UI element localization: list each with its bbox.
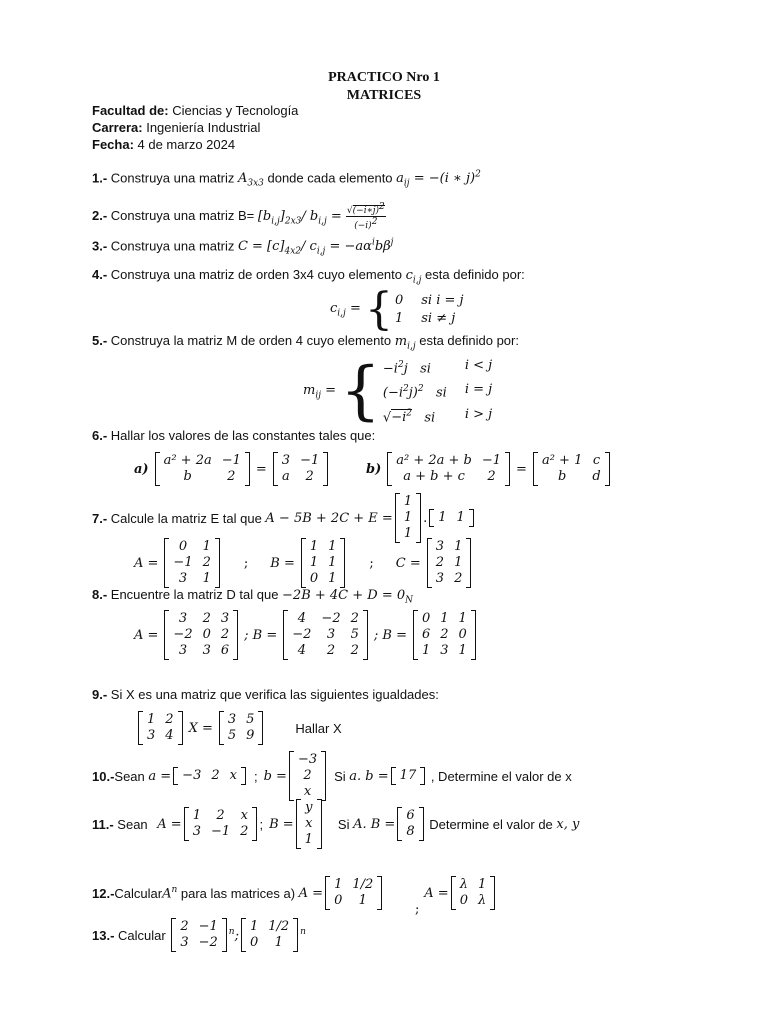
matrix-cell: d — [592, 469, 601, 484]
matrix-cell: 1 — [274, 935, 283, 950]
matrix-cell: λ — [478, 893, 487, 908]
matrix-cell: 0 — [334, 893, 343, 908]
matrix-cell: 3 — [180, 935, 189, 950]
bracket-right — [420, 767, 425, 785]
date-line — [92, 137, 235, 152]
problem-13-number: 13.- — [92, 927, 115, 943]
matrix-cell: 1 — [454, 555, 463, 570]
problem-4: 4.- Construya una matriz de orden 3x4 cuyo elemento $c_{i,j}$ esta definido por: — [92, 267, 525, 286]
problem-12-number: 12.- — [92, 885, 115, 901]
matrix-cell: 0 — [202, 627, 211, 642]
matrix-cell: 0 — [459, 893, 468, 908]
matrix-cell: 0 — [309, 571, 319, 586]
bracket-right — [340, 538, 345, 588]
matrix-cells — [189, 807, 253, 841]
problem-9-hallar: Hallar X — [295, 720, 342, 736]
matrix-cell: 1/2 — [352, 877, 374, 892]
problem-4-text2: esta definido por: — [421, 267, 525, 282]
matrix-cell: b — [183, 469, 192, 484]
matrix-cells — [301, 799, 317, 849]
matrix-cell: 2 — [303, 768, 312, 783]
matrix-8-B1 — [283, 610, 368, 660]
problem-4-text: Construya una matriz de orden 3x4 cuyo elemento — [107, 267, 406, 282]
problem-1-formula: $A_{3x3}$ — [237, 171, 264, 189]
matrix-cell: 1 — [202, 571, 211, 586]
matrix-cells — [143, 711, 178, 745]
problem-8: 8.- Encuentre la matriz D tal que $-2B + 4C + D = 0_N$ — [92, 587, 414, 606]
matrix-cell: x — [240, 808, 248, 823]
bracket-right — [321, 751, 326, 801]
problem-8-text: Encuentre la matriz D tal que — [107, 587, 283, 602]
matrix-cell: 2 — [440, 627, 449, 642]
problem-4-number: 4.- — [92, 267, 108, 282]
matrix-cell: 3 — [227, 712, 237, 727]
matrix-cells — [456, 876, 491, 910]
matrix-cell: y — [305, 800, 313, 815]
matrix-10-a — [173, 767, 246, 785]
matrix-cell: 0 — [421, 611, 431, 626]
problem-11-tail: Determine el valor de — [425, 816, 557, 832]
matrix-cells — [169, 538, 214, 588]
matrix-cells — [402, 807, 418, 841]
matrix-cell: 3 — [202, 643, 211, 658]
problem-10-tail: , Determine el valor de x — [427, 768, 572, 784]
matrix-cell: 3 — [147, 728, 156, 743]
matrix-cell: 4 — [165, 728, 174, 743]
problem-3 — [92, 238, 393, 257]
faculty-value: Ciencias y Tecnología — [168, 103, 299, 118]
bracket-right — [222, 918, 227, 952]
matrix-12-a — [325, 876, 382, 910]
matrix-cell: 8 — [406, 824, 415, 839]
bracket-right — [416, 493, 421, 543]
matrix-cells — [169, 610, 233, 660]
matrix-cell: a² + 2a — [163, 453, 212, 468]
matrix-cell: 5 — [246, 712, 255, 727]
matrix-cell: 3 — [440, 643, 449, 658]
matrix-13-b — [241, 918, 298, 952]
problem-5-piecewise: $m_{ij}$ = { $-i^2j$ si i < j $(-i^2j)^2$ si i = j $√-i^2$ si i > j — [303, 354, 493, 429]
bracket-right — [178, 711, 183, 745]
matrix-7-B — [301, 538, 346, 588]
problem-6-part-a: a) a² + 2a −1 b 2 = 3 −1 a 2 — [134, 452, 330, 486]
matrix-cell: 2 — [202, 611, 211, 626]
matrix-cell: 1 — [309, 555, 319, 570]
matrix-cell: −1 — [481, 453, 502, 468]
problem-6-number: 6.- — [92, 428, 108, 443]
matrix-cell: 3 — [220, 611, 230, 626]
matrix-cell: 3 — [435, 539, 445, 554]
problem-11: 11.- Sean A = 1 2 x 3 −1 2 ; B = y x 1 Si A. B = 6 8 Determine el valor de x, y — [92, 800, 580, 847]
matrix-cells — [246, 918, 293, 952]
matrix-cell: 3 — [178, 611, 188, 626]
matrix-cell: 2 — [211, 768, 220, 783]
problem-10: 10.- Sean a = −3 2 x ; b = −3 2 x Si a. b = 17 , Determine el valor de x — [92, 752, 572, 799]
problem-7-text: Calcule la matriz E tal que — [107, 510, 266, 526]
career-line — [92, 120, 260, 135]
matrix-cell: −1 — [198, 919, 218, 934]
problem-6-text: Hallar los valores de las constantes tales que: — [107, 428, 376, 443]
matrix-cell: 2 — [240, 824, 249, 839]
matrix-cells — [396, 767, 421, 785]
matrix-12-b — [451, 876, 496, 910]
bracket-right — [466, 538, 471, 588]
matrix-cell: −2 — [198, 935, 218, 950]
matrix-cell: 2 — [220, 627, 230, 642]
matrix-cell: λ — [459, 877, 468, 892]
doc-title: PRACTICO Nro 1 — [328, 70, 440, 85]
matrix-cell: −1 — [221, 453, 241, 468]
matrix-cell: 1 — [309, 539, 319, 554]
matrix-cell: 1 — [328, 571, 337, 586]
matrix-cell: 3 — [281, 453, 291, 468]
matrix-cells — [392, 452, 505, 486]
matrix-cells — [288, 610, 363, 660]
bracket-right — [471, 610, 476, 660]
matrix-cell: x — [303, 784, 312, 799]
problem-10-text: Sean — [114, 768, 149, 784]
problem-4-piecewise: $c_{i,j}$ = { 0 si i = j 1 si ≠ j — [330, 284, 464, 335]
matrix-cell: 2 — [180, 919, 189, 934]
matrix-9-left — [138, 711, 183, 745]
problem-5-number: 5.- — [92, 333, 108, 348]
matrix-13-a — [171, 918, 226, 952]
matrix-cells — [178, 767, 241, 785]
problem-11-text: Sean — [113, 816, 152, 832]
matrix-11-A — [184, 807, 258, 841]
matrix-cell: 1 — [334, 877, 343, 892]
matrix-cell: 2 — [165, 712, 174, 727]
matrix-cell: 1 — [477, 877, 487, 892]
matrix-cell: 9 — [246, 728, 255, 743]
matrix-cell: −3 — [297, 752, 318, 767]
problem-9 — [92, 687, 439, 702]
matrix-cell: 3 — [178, 571, 188, 586]
bracket-right — [605, 452, 610, 486]
problem-12-text: Calcular — [114, 885, 163, 901]
matrix-cell: −2 — [321, 611, 341, 626]
problem-7-matrices: A = 0 1 −1 2 3 1 ; B = 1 1 1 1 0 1 ; C = 3 1 2 1 3 2 — [134, 538, 473, 588]
problem-2-text: Construya una matriz B= — [107, 208, 258, 223]
problem-2 — [92, 202, 386, 231]
matrix-cells — [432, 538, 467, 588]
matrix-cell: a² + 1 — [541, 453, 583, 468]
matrix-cell: 1 — [456, 510, 465, 525]
bracket-right — [215, 538, 220, 588]
problem-5-text: Construya la matriz M de orden 4 cuyo elemento — [107, 333, 395, 348]
matrix-cell: 4 — [297, 611, 306, 626]
matrix-cells — [224, 711, 259, 745]
problem-13: 13.- Calcular 2 −1 3 −2 $^n$; 1 1/2 0 1 $^n$ — [92, 919, 306, 950]
date-label: Fecha: — [92, 137, 134, 152]
matrix-cell: 17 — [399, 768, 417, 783]
problem-11-number: 11.- — [92, 816, 114, 832]
matrix-cell: 2 — [350, 643, 359, 658]
matrix-cell: 1 — [458, 643, 467, 658]
matrix-cell: 1 — [421, 643, 431, 658]
problem-11-si: Si — [337, 816, 354, 832]
matrix-cell: 1 — [328, 539, 337, 554]
matrix-cell: 2 — [202, 555, 211, 570]
matrix-cells — [418, 610, 471, 660]
matrix-cells — [330, 876, 377, 910]
bracket-right — [323, 452, 328, 486]
matrix-6a-left — [155, 452, 250, 486]
matrix-cell: 2 — [305, 469, 314, 484]
matrix-cell: −2 — [173, 627, 193, 642]
matrix-cell: −1 — [173, 555, 193, 570]
matrix-cell: 1 — [192, 808, 201, 823]
matrix-cell: 1/2 — [268, 919, 290, 934]
matrix-cell: x — [229, 768, 237, 783]
problem-1-number: 1.- — [92, 170, 108, 186]
problem-3-number: 3.- — [92, 238, 108, 254]
bracket-right — [233, 610, 238, 660]
matrix-cell: 5 — [227, 728, 237, 743]
bracket-right — [363, 610, 368, 660]
problem-8-number: 8.- — [92, 587, 108, 602]
matrix-6b-right — [533, 452, 610, 486]
matrix-cell: 1 — [438, 510, 447, 525]
problem-9-text: Si X es una matriz que verifica las siguientes igualdades: — [107, 687, 439, 702]
matrix-cell: 2 — [454, 571, 463, 586]
bracket-right — [317, 799, 322, 849]
matrix-cell: a — [282, 469, 290, 484]
matrix-cell: 0 — [249, 935, 259, 950]
matrix-cell: 3 — [326, 627, 336, 642]
problem-12-tail: para las matrices a) — [177, 885, 299, 901]
matrix-cell: 6 — [421, 627, 431, 642]
matrix-cell: a² + 2a + b — [396, 453, 472, 468]
problem-6 — [92, 428, 375, 443]
matrix-cell: 2 — [350, 611, 359, 626]
problem-6-part-b: b) a² + 2a + b −1 a + b + c 2 = a² + 1 c b d — [366, 452, 612, 486]
matrix-cell: 2 — [227, 469, 236, 484]
bracket-right — [469, 509, 474, 527]
problem-13-text: Calcular — [114, 927, 170, 943]
problem-12-semicolon: ; — [415, 902, 420, 917]
matrix-cells — [434, 509, 469, 527]
matrix-cells — [160, 452, 245, 486]
matrix-cell: 2 — [487, 469, 496, 484]
career-label: Carrera: — [92, 120, 143, 135]
bracket-right — [245, 452, 250, 486]
problem-8-matrices: A = 3 2 3 −2 0 2 3 3 6 ; B = 4 −2 2 −2 3 5 4 2 2 ; B = 0 1 1 6 2 0 1 3 1 — [134, 610, 478, 660]
matrix-cell: b — [557, 469, 567, 484]
matrix-cell: 2 — [326, 643, 336, 658]
matrix-6a-right — [273, 452, 328, 486]
problem-1-rule: $a_{ij} = -(i$ ∗ j)$^2$ — [396, 170, 481, 189]
bracket-right — [490, 876, 495, 910]
doc-subtitle: MATRICES — [346, 88, 422, 103]
matrix-cell: 1 — [328, 555, 337, 570]
matrix-7-column — [395, 493, 421, 543]
matrix-cell: −2 — [292, 627, 312, 642]
matrix-cell: 2 — [435, 555, 445, 570]
matrix-cells — [176, 918, 221, 952]
matrix-cell: −1 — [210, 824, 231, 839]
problem-2-formula: $[b_{i,j}]_{2x3}/$ $b_{i,j}$ = $\frac{√(-i∗j)^2}{(-i)^2}$ — [257, 202, 385, 231]
matrix-7-row — [429, 509, 474, 527]
bracket-right — [419, 807, 424, 841]
matrix-cell: 0 — [178, 539, 188, 554]
matrix-7-A — [164, 538, 219, 588]
matrix-cell: 1 — [358, 893, 367, 908]
bracket-right — [293, 918, 298, 952]
career-value: Ingeniería Industrial — [142, 120, 261, 135]
matrix-cell: 1 — [147, 712, 156, 727]
matrix-cell: 1 — [304, 832, 313, 847]
matrix-cell: 3 — [192, 824, 201, 839]
faculty-label: Facultad de: — [92, 103, 169, 118]
matrix-cells — [306, 538, 341, 588]
matrix-cell: 1 — [403, 510, 413, 525]
matrix-10-result — [391, 767, 426, 785]
problem-10-si: Si — [334, 768, 350, 784]
matrix-cell: 1 — [403, 526, 413, 541]
matrix-10-b — [289, 751, 326, 801]
matrix-cell: 1 — [403, 494, 413, 509]
matrix-cell: 1 — [454, 539, 463, 554]
problem-3-formula: $C = [c]_{4x2}/$ $c_{i,j} = -a\alpha^ib\beta^j$ — [237, 238, 394, 257]
matrix-cell: 1 — [440, 611, 449, 626]
matrix-cells — [400, 493, 416, 543]
matrix-cell: −1 — [300, 453, 320, 468]
matrix-8-A — [164, 610, 238, 660]
problem-7-number: 7.- — [92, 510, 108, 526]
bracket-right — [505, 452, 510, 486]
faculty-line — [92, 103, 298, 118]
matrix-9-right — [219, 711, 264, 745]
matrix-11-result — [397, 807, 423, 841]
matrix-cell: 0 — [458, 627, 467, 642]
problem-9-equation: 1 2 3 4 X = 3 5 5 9 Hallar X — [136, 711, 342, 749]
matrix-8-B2 — [413, 610, 476, 660]
bracket-right — [252, 807, 257, 841]
matrix-cells — [538, 452, 605, 486]
matrix-cell: 5 — [350, 627, 359, 642]
problem-2-number: 2.- — [92, 208, 108, 223]
bracket-right — [377, 876, 382, 910]
date-value: 4 de marzo 2024 — [133, 137, 236, 152]
problem-1-text: Construya una matriz — [107, 170, 238, 186]
matrix-cell: 4 — [297, 643, 306, 658]
bracket-right — [241, 767, 246, 785]
matrix-cell: 1 — [249, 919, 259, 934]
matrix-cell: 3 — [178, 643, 188, 658]
bracket-right — [258, 711, 263, 745]
matrix-cells — [278, 452, 323, 486]
matrix-cell: 6 — [406, 808, 415, 823]
problem-12: 12.- Calcular $A^n$ para las matrices a) A = 1 1/2 0 1 A = λ 1 0 λ — [92, 876, 497, 910]
matrix-cell: 1 — [458, 611, 467, 626]
matrix-cell: x — [305, 816, 313, 831]
matrix-cell: −3 — [182, 768, 202, 783]
problem-3-text: Construya una matriz — [107, 238, 238, 254]
matrix-cell: 2 — [216, 808, 225, 823]
problem-9-number: 9.- — [92, 687, 108, 702]
matrix-cell: 1 — [202, 539, 211, 554]
matrix-cell: a + b + c — [403, 469, 465, 484]
matrix-cell: c — [592, 453, 601, 468]
matrix-11-B — [296, 799, 322, 849]
matrix-cell: 3 — [435, 571, 445, 586]
problem-7: 7.- Calcule la matriz E tal que A − 5B + 2C + E = 1 1 1 . 1 1 — [92, 493, 476, 543]
problem-1: 1.- Construya una matriz $A_{3x3}$ donde cada elemento $a_{ij} = -(i$ ∗ j)$^2$ — [92, 170, 481, 189]
problem-5: 5.- Construya la matriz M de orden 4 cuyo elemento $m_{i,j}$ esta definido por: — [92, 333, 519, 352]
matrix-7-C — [427, 538, 472, 588]
matrix-cell: 6 — [220, 643, 230, 658]
problem-5-text2: esta definido por: — [415, 333, 519, 348]
matrix-cells — [294, 751, 321, 801]
matrix-6b-left — [387, 452, 510, 486]
problem-10-number: 10.- — [92, 768, 115, 784]
